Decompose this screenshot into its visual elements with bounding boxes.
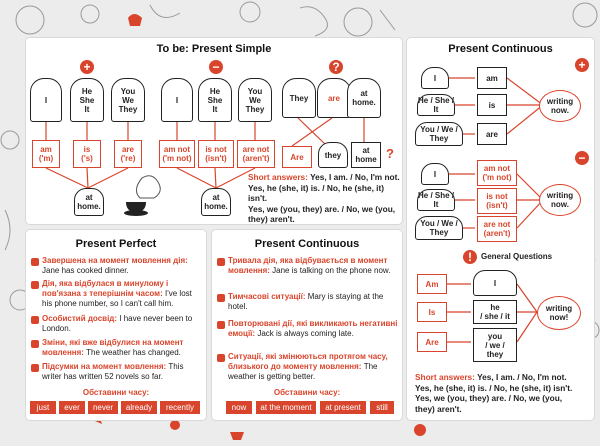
pos-place-at-home: at home. bbox=[74, 188, 104, 216]
pp-marker-already: already bbox=[121, 401, 157, 414]
pc-short-answers bbox=[415, 372, 593, 414]
pc-general-questions-title: General Questions bbox=[481, 252, 553, 261]
pp-marker-ever: ever bbox=[59, 401, 85, 414]
pos-verb-is: is ('s) bbox=[73, 140, 101, 168]
pc-short-line: Yes, he (she, it) is. / No, he (she, it) isn't. bbox=[415, 382, 573, 393]
pc-q-subject-he-she-it: he / she / it bbox=[473, 300, 517, 324]
q-subject-they: They bbox=[282, 78, 316, 118]
pc-q-verb-are: Are bbox=[417, 332, 447, 352]
q-place-at-home: at home. bbox=[347, 78, 381, 118]
q-row-are: Are bbox=[282, 146, 312, 168]
q-verb-are: are bbox=[317, 78, 351, 118]
neg-subject-you-we-they: You We They bbox=[238, 78, 272, 122]
present-perfect-title: Present Perfect bbox=[75, 238, 157, 250]
present-simple-title: To be: Present Simple bbox=[156, 43, 272, 55]
pos-subject-you-we-they: You We They bbox=[111, 78, 145, 122]
pc-short-line: Yes, I am. / No, I'm not. bbox=[474, 372, 567, 382]
pc-neg-result: writing now. bbox=[539, 184, 581, 216]
q-row-question-mark: ? bbox=[386, 146, 394, 161]
pc-marker-now: now bbox=[226, 401, 252, 414]
pp-marker-recently: recently bbox=[160, 401, 200, 414]
pp-item: Зміни, які вже відбулися на момент мовлення: The weather has changed. bbox=[42, 338, 184, 357]
neg-place-at-home: at home. bbox=[201, 188, 231, 216]
pos-subject-i: I bbox=[30, 78, 62, 122]
pc-neg-verb-are-not: are not (aren't) bbox=[477, 216, 517, 242]
teacup-illustration bbox=[118, 172, 168, 218]
present-continuous-right-panel bbox=[407, 38, 594, 420]
pos-subject-he-she-it: He She It bbox=[70, 78, 104, 122]
pp-item: Підсумки на момент мовлення: This writer has written 52 novels so far. bbox=[42, 362, 184, 381]
q-row-at-home: at home bbox=[351, 142, 381, 168]
pc-marker-still: still bbox=[370, 401, 394, 414]
bullet-icon bbox=[31, 316, 39, 324]
bullet-icon bbox=[31, 364, 39, 372]
ps-short-line: Yes, I am. / No, I'm not. bbox=[307, 172, 400, 182]
ps-short-line: Yes, he (she, it) is. / No, he (she, it) isn't. bbox=[248, 182, 385, 203]
pc-q-subject-i: I bbox=[473, 270, 517, 296]
pc-mid-title: Present Continuous bbox=[254, 238, 360, 250]
q-row-they: they bbox=[318, 142, 348, 168]
pc-short-line: Yes, we (you, they) are. / No, we (you, bbox=[415, 393, 563, 403]
present-simple-panel bbox=[26, 38, 402, 224]
pc-q-result: writing now! bbox=[537, 296, 581, 330]
pc-neg-subject-he-she-it: He / She / It bbox=[418, 191, 455, 209]
pc-marker-at-present: at present bbox=[320, 401, 366, 414]
pc-pos-verb-are: are bbox=[477, 123, 507, 145]
pc-short-label: Short answers: bbox=[415, 372, 475, 382]
present-perfect-panel bbox=[26, 230, 206, 420]
neg-subject-i: I bbox=[161, 78, 193, 122]
pp-item: Особистий досвід: I have never been to London. bbox=[42, 314, 193, 333]
pc-short-line: they) aren't. bbox=[415, 403, 462, 414]
pc-pos-result: writing now. bbox=[539, 90, 581, 122]
pos-verb-am: am ('m) bbox=[32, 140, 60, 168]
pc-q-verb-is: Is bbox=[417, 302, 447, 322]
pc-mid-item: Тимчасові ситуації: Mary is staying at the hotel. bbox=[228, 292, 384, 311]
pos-verb-are: are ('re) bbox=[114, 140, 142, 168]
pc-pos-verb-am: am bbox=[477, 67, 507, 89]
pc-right-title: Present Continuous bbox=[448, 43, 553, 55]
pp-item: Завершена на момент мовлення дія: Jane has cooked dinner. bbox=[42, 256, 188, 275]
bullet-icon bbox=[217, 354, 225, 362]
ps-short-line: Yes, we (you, they) are. / No, we (you, bbox=[248, 203, 396, 214]
bullet-icon bbox=[217, 258, 225, 266]
pc-mid-item: Тривала дія, яка відбувається в момент мовлення: Jane is talking on the phone now. bbox=[228, 256, 391, 275]
pc-pos-verb-is: is bbox=[477, 94, 507, 116]
bullet-icon bbox=[31, 340, 39, 348]
pc-pos-subject-he-she-it: He / She / It bbox=[418, 96, 455, 114]
bullet-icon bbox=[31, 281, 39, 289]
pc-neg-subject-i: I bbox=[421, 163, 449, 185]
pc-neg-verb-am-not: am not ('m not) bbox=[477, 160, 517, 186]
pc-mid-markers-title: Обставини часу: bbox=[273, 388, 341, 397]
neg-verb-are-not: are not (aren't) bbox=[237, 140, 275, 168]
question-sign: ? bbox=[329, 60, 343, 74]
pc-minus-sign: − bbox=[575, 151, 589, 165]
pc-marker-at-the-moment: at the moment bbox=[256, 401, 316, 414]
pc-plus-sign: + bbox=[575, 58, 589, 72]
bullet-icon bbox=[31, 258, 39, 266]
ps-short-line: they) aren't. bbox=[248, 214, 295, 224]
plus-sign: + bbox=[80, 60, 94, 74]
pp-markers-title: Обставини часу: bbox=[82, 388, 150, 397]
pp-marker-just: just bbox=[30, 401, 56, 414]
pc-mid-item: Ситуації, які змінюються протягом часу, близького до моменту мовлення: The weather is getting better. bbox=[228, 352, 388, 381]
pc-pos-subject-i: I bbox=[421, 67, 449, 89]
pc-pos-subject-you-we-they: You / We / They bbox=[415, 122, 463, 146]
pc-exclaim-sign: ! bbox=[463, 250, 477, 264]
neg-verb-is-not: is not (isn't) bbox=[198, 140, 234, 168]
pp-marker-never: never bbox=[88, 401, 118, 414]
neg-verb-am-not: am not ('m not) bbox=[159, 140, 195, 168]
pc-mid-item: Повторювані дії, які викликають негативні емоції: Jack is always coming late. bbox=[228, 319, 398, 338]
pc-neg-subject-you-we-they: You / We / They bbox=[415, 216, 463, 240]
pp-item: Дія, яка відбулася в минулому і пов'язана з теперішнім часом: I've lost his phone number, so I can't call him. bbox=[42, 279, 192, 308]
bullet-icon bbox=[217, 321, 225, 329]
ps-short-label: Short answers: bbox=[248, 172, 308, 182]
pc-neg-verb-is-not: is not (isn't) bbox=[477, 188, 517, 214]
bullet-icon bbox=[217, 294, 225, 302]
ps-short-answers bbox=[248, 172, 400, 225]
pc-q-subject-you-we-they: you / we / they bbox=[473, 328, 517, 362]
neg-subject-he-she-it: He She It bbox=[198, 78, 232, 122]
pc-q-verb-am: Am bbox=[417, 274, 447, 294]
present-continuous-mid-panel bbox=[212, 230, 402, 420]
minus-sign: − bbox=[209, 60, 223, 74]
